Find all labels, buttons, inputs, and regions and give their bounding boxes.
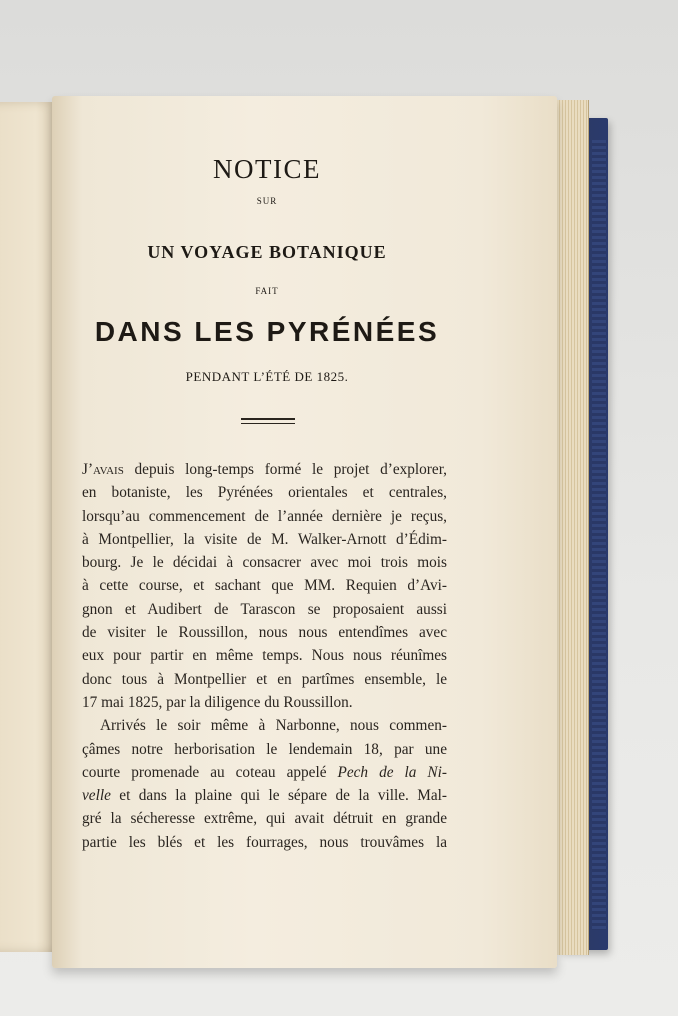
body-line-15: velle et dans la plaine qui le sépare de la ville. Mal- xyxy=(82,787,447,805)
title-notice: NOTICE xyxy=(213,154,321,184)
body-line-2: en botaniste, les Pyrénées orientales et centrales, xyxy=(82,484,447,502)
body-line-14: courte promenade au coteau appelé Pech de la Ni- xyxy=(82,763,447,781)
cover-cloth xyxy=(592,140,606,930)
ornamental-rule xyxy=(241,418,295,424)
body-line-8: de visiter le Roussillon, nous nous entendîmes avec xyxy=(82,624,447,642)
title-pyrenees: DANS LES PYRÉNÉES xyxy=(94,316,440,347)
dropcap-word: J’avais xyxy=(82,461,124,478)
body-line-10: donc tous à Montpellier et en partîmes ensemble, le xyxy=(82,670,447,688)
body-text xyxy=(82,458,447,854)
body-line-9: eux pour partir en même temps. Nous nous réunîmes xyxy=(82,647,447,665)
body-line-16: gré la sécheresse extrême, qui avait détruit en grande xyxy=(82,810,447,828)
title-voyage: UN VOYAGE BOTANIQUE xyxy=(147,242,387,262)
left-page xyxy=(0,102,60,952)
date-line: PENDANT L’ÉTÉ DE 1825. xyxy=(185,369,349,384)
body-line-1: J’avais depuis long-temps formé le projet d’explorer, xyxy=(82,461,447,478)
body-line-12: Arrivés le soir même à Narbonne, nous commen- xyxy=(100,717,447,735)
title-fait: FAIT xyxy=(255,286,279,296)
body-line-17: partie les blés et les fourrages, nous trouvâmes la xyxy=(82,833,447,851)
body-line-4: à Montpellier, la visite de M. Walker-Arnott d’Édim- xyxy=(82,530,447,548)
title-sur: SUR xyxy=(256,196,278,206)
body-line-3: lorsqu’au commencement de l’année dernière je reçus, xyxy=(82,507,447,525)
body-line-11: 17 mai 1825, par la diligence du Roussillon. xyxy=(82,693,353,711)
body-line-5: bourg. Je le décidai à consacrer avec moi trois mois xyxy=(82,554,447,572)
body-line-7: gnon et Audibert de Tarascon se proposaient aussi xyxy=(82,600,447,618)
body-line-6: à cette course, et sachant que MM. Requien d’Avi- xyxy=(82,577,447,595)
body-line-13: çâmes notre herborisation le lendemain 18, par une xyxy=(82,740,447,758)
